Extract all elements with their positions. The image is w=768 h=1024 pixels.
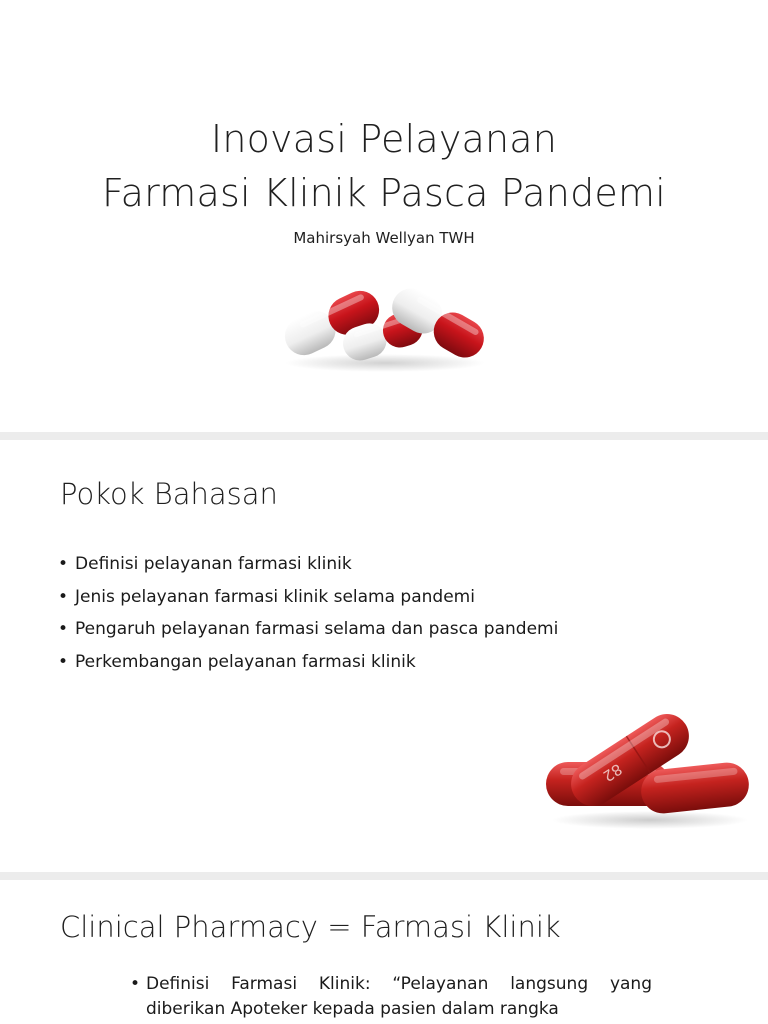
- slide-heading: Clinical Pharmacy = Farmasi Klinik: [60, 910, 561, 944]
- title-line-2: Farmasi Klinik Pasca Pandemi: [102, 171, 666, 215]
- bullet-list: [58, 548, 558, 678]
- slide-heading: Pokok Bahasan: [60, 477, 278, 511]
- list-item: • Jenis pelayanan farmasi klinik selama pandemi: [58, 581, 558, 614]
- author-name: Mahirsyah Wellyan TWH: [293, 229, 475, 247]
- definition-slide: [0, 880, 768, 1024]
- agenda-slide: [0, 440, 768, 872]
- list-item: • Pengaruh pelayanan farmasi selama dan pasca pandemi: [58, 613, 558, 646]
- definition-text: • Definisi Farmasi Klinik: “Pelayanan langsung yang diberikan Apoteker kepada pasien dalam rangka: [130, 972, 652, 1022]
- list-item: • Perkembangan pelayanan farmasi klinik: [58, 646, 558, 679]
- red-capsules-icon: [540, 702, 755, 832]
- slide-title: [0, 112, 768, 220]
- title-line-1: Inovasi Pelayanan: [210, 117, 558, 161]
- capsule-pills-icon: [270, 275, 500, 375]
- slide-divider: [0, 872, 768, 880]
- list-item: • Definisi pelayanan farmasi klinik: [58, 548, 558, 581]
- slide-divider: [0, 432, 768, 440]
- title-slide: [0, 0, 768, 432]
- capsule-imprint: 82: [599, 759, 626, 786]
